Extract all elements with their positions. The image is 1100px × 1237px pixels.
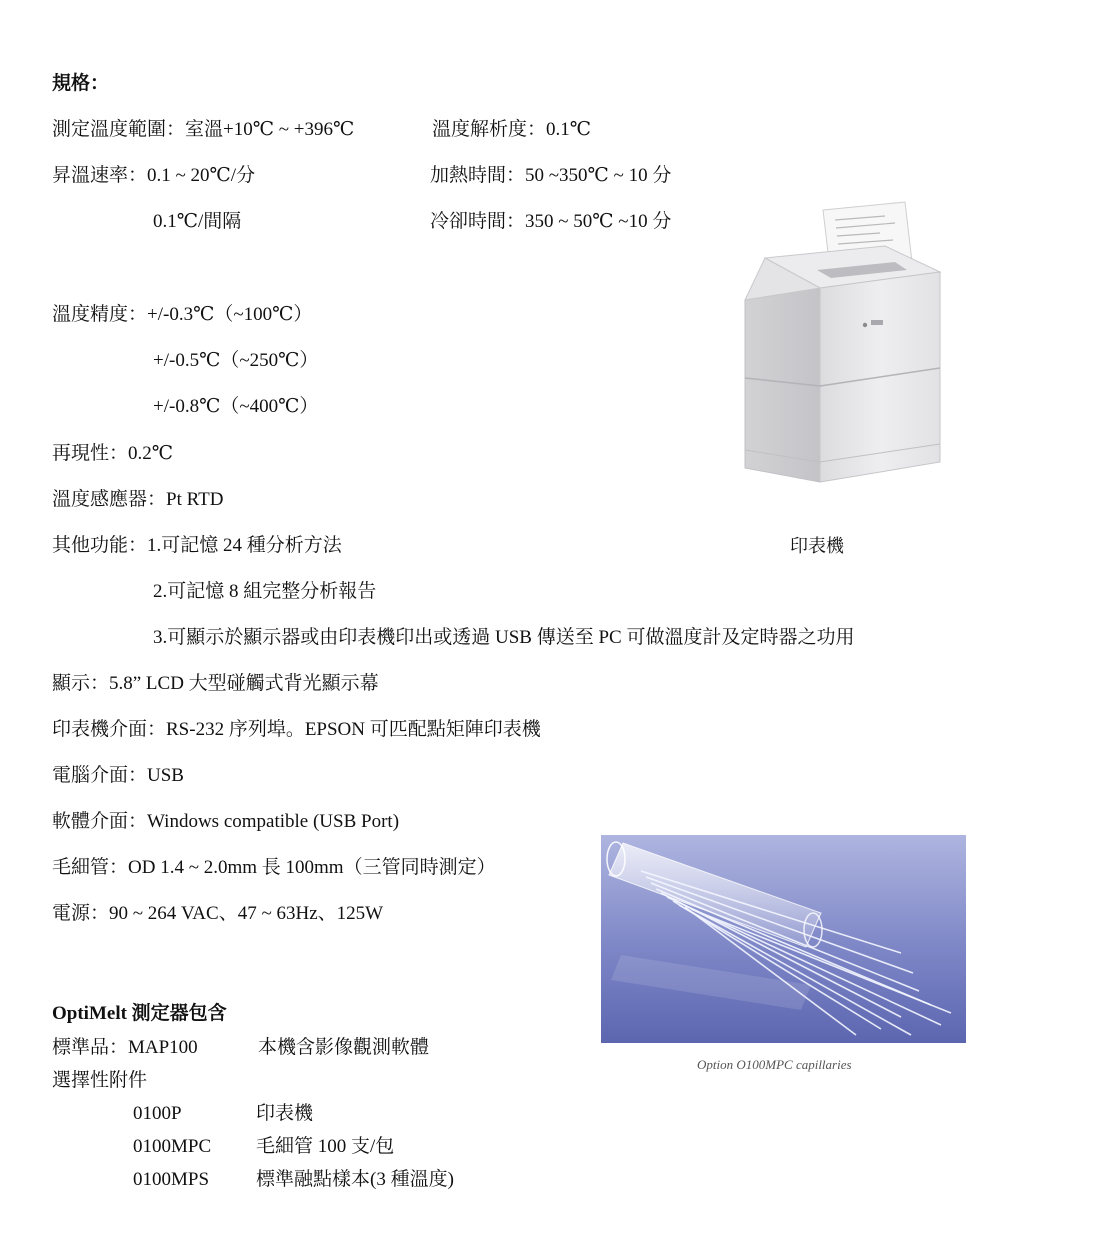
measure-range: 測定溫度範圍：室溫+10℃ ~ +396℃ <box>52 119 355 140</box>
optional-label: 選擇性附件 <box>52 1070 148 1091</box>
power-spec: 電源：90 ~ 264 VAC、47 ~ 63Hz、125W <box>52 903 384 924</box>
printer-caption: 印表機 <box>790 536 844 556</box>
capillaries-image <box>601 835 966 1043</box>
functions-line-2: 2.可記憶 8 組完整分析報告 <box>153 581 377 602</box>
package-title: OptiMelt 測定器包含 <box>52 1003 227 1024</box>
item-desc: 標準融點樣本(3 種溫度) <box>256 1169 454 1190</box>
heating-time: 加熱時間：50 ~350℃ ~ 10 分 <box>430 165 672 186</box>
software-interface: 軟體介面：Windows compatible (USB Port) <box>52 811 400 832</box>
item-code: 0100MPC <box>133 1136 212 1157</box>
printer-interface: 印表機介面：RS-232 序列埠。EPSON 可匹配點矩陣印表機 <box>52 719 541 740</box>
functions-line-3: 3.可顯示於顯示器或由印表機印出或透過 USB 傳送至 PC 可做溫度計及定時器之功用 <box>153 627 855 648</box>
accuracy-line-3: +/-0.8℃（~400℃） <box>153 396 319 417</box>
spec-title: 規格： <box>52 73 110 94</box>
repeatability: 再現性：0.2℃ <box>52 443 174 464</box>
printer-image <box>735 200 950 490</box>
functions-line-1: 其他功能：1.可記憶 24 種分析方法 <box>52 535 342 556</box>
sensor: 溫度感應器：Pt RTD <box>52 489 224 510</box>
resolution: 溫度解析度：0.1℃ <box>432 119 592 140</box>
standard-desc: 本機含影像觀測軟體 <box>258 1037 430 1058</box>
standard-label: 標準品：MAP100 <box>52 1037 198 1058</box>
display-spec: 顯示：5.8” LCD 大型碰觸式背光顯示幕 <box>52 673 379 694</box>
item-desc: 毛細管 100 支/包 <box>256 1136 395 1157</box>
accuracy-line-2: +/-0.5℃（~250℃） <box>153 350 319 371</box>
ramp-interval: 0.1℃/間隔 <box>153 211 242 232</box>
item-code: 0100MPS <box>133 1169 210 1190</box>
cooling-time: 冷卻時間：350 ~ 50℃ ~10 分 <box>430 211 672 232</box>
pc-interface: 電腦介面：USB <box>52 765 184 786</box>
item-desc: 印表機 <box>256 1103 314 1124</box>
ramp-rate: 昇溫速率：0.1 ~ 20℃/分 <box>52 165 256 186</box>
capillary-spec: 毛細管：OD 1.4 ~ 2.0mm 長 100mm（三管同時測定） <box>52 857 496 878</box>
item-code: 0100P <box>133 1103 182 1124</box>
accuracy-line-1: 溫度精度：+/-0.3℃（~100℃） <box>52 304 313 325</box>
capillaries-caption: Option O100MPC capillaries <box>697 1057 852 1072</box>
